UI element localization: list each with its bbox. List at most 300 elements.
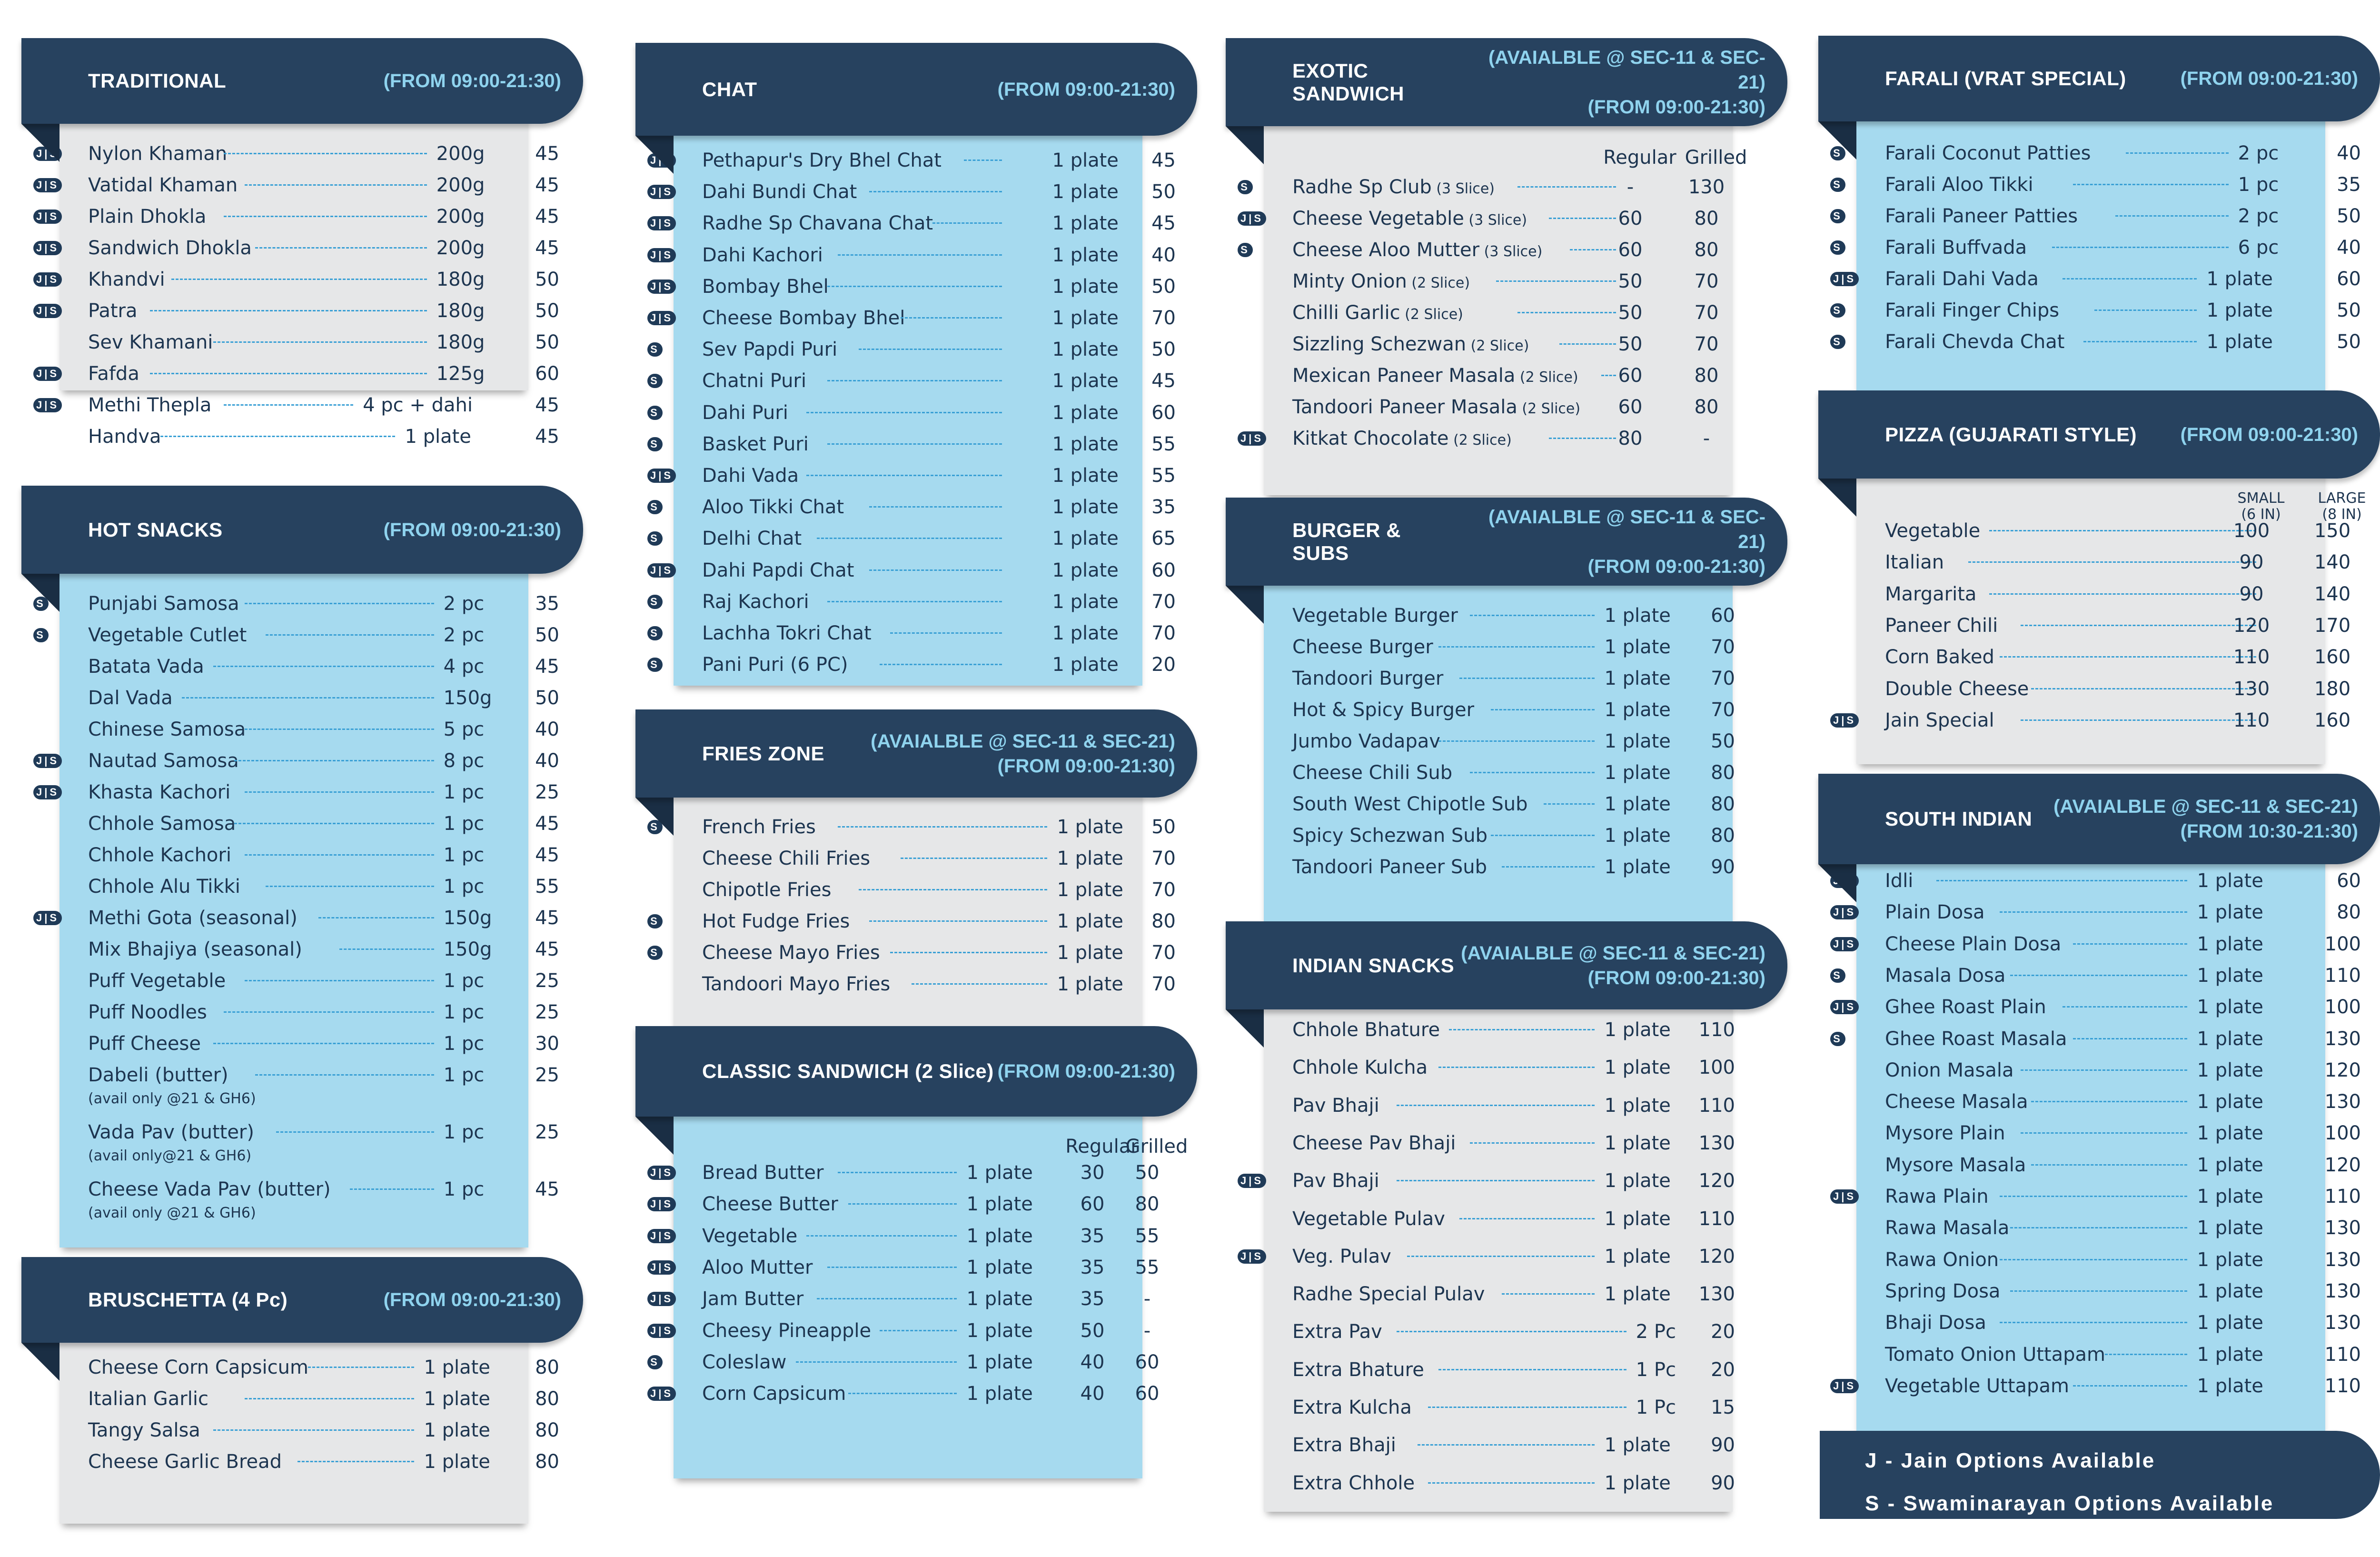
item-quantity: 1 plate bbox=[966, 1225, 1033, 1247]
item-quantity: 1 plate bbox=[1604, 1170, 1671, 1192]
dotted-leader bbox=[869, 506, 1002, 508]
item-quantity: 150g bbox=[443, 687, 492, 709]
diet-badge: J|S bbox=[647, 469, 676, 483]
item-price-alt: 130 bbox=[1688, 176, 1725, 198]
menu-item bbox=[60, 967, 559, 995]
menu-item bbox=[60, 1118, 559, 1147]
dotted-leader bbox=[308, 1367, 415, 1368]
dotted-leader bbox=[2105, 1354, 2188, 1355]
diet-badge: S bbox=[647, 406, 663, 420]
item-quantity: 125g bbox=[436, 363, 485, 385]
item-quantity: 1 plate bbox=[966, 1162, 1033, 1184]
item-quantity: 2 pc bbox=[2238, 142, 2279, 164]
menu-item bbox=[1264, 361, 1733, 390]
item-price: 25 bbox=[535, 1064, 559, 1086]
menu-item bbox=[36, 359, 559, 388]
diet-badge: S bbox=[647, 658, 663, 672]
menu-item bbox=[650, 367, 1176, 395]
item-name: Patra bbox=[88, 300, 138, 322]
diet-badge: S bbox=[647, 595, 663, 609]
item-price: 25 bbox=[535, 1001, 559, 1023]
menu-item bbox=[1833, 706, 2351, 735]
item-name: Italian bbox=[1885, 551, 1944, 574]
dotted-leader bbox=[245, 980, 434, 981]
dotted-leader bbox=[1491, 835, 1595, 836]
item-name: Dahi Puri bbox=[702, 401, 788, 424]
item-price-alt: 50 bbox=[1135, 1162, 1160, 1184]
item-name: Paneer Chili bbox=[1885, 614, 1998, 637]
dotted-leader bbox=[859, 349, 1002, 350]
section-hours bbox=[2181, 66, 2358, 91]
menu-item bbox=[1833, 867, 2361, 895]
item-price: 45 bbox=[535, 174, 559, 196]
menu-item bbox=[674, 844, 1176, 873]
diet-badge: J|S bbox=[647, 563, 676, 578]
dotted-leader bbox=[1470, 1142, 1595, 1144]
dotted-leader bbox=[245, 184, 427, 186]
item-price-alt: 70 bbox=[1694, 302, 1719, 324]
item-quantity: 2 Pc bbox=[1636, 1321, 1676, 1343]
dotted-leader bbox=[806, 1235, 957, 1237]
dotted-leader bbox=[1438, 646, 1595, 648]
menu-item bbox=[1264, 853, 1733, 881]
diet-badge: S bbox=[33, 597, 49, 611]
dotted-leader bbox=[827, 1267, 957, 1268]
item-quantity: 1 plate bbox=[1057, 816, 1123, 838]
dotted-leader bbox=[1470, 772, 1595, 773]
section-header bbox=[21, 486, 583, 574]
item-name: Tandoori Paneer Sub bbox=[1292, 856, 1487, 878]
item-name: Chhole Samosa bbox=[88, 813, 236, 835]
section-title: BURGER & SUBS bbox=[1292, 519, 1401, 564]
menu-item bbox=[1264, 727, 1733, 756]
dotted-leader bbox=[880, 664, 1002, 665]
item-name: Methi Thepla bbox=[88, 394, 212, 416]
dotted-leader bbox=[2021, 1069, 2187, 1071]
item-name: Margarita bbox=[1885, 583, 1977, 605]
dotted-leader bbox=[890, 952, 1047, 953]
section-header bbox=[635, 43, 1197, 136]
item-price-alt: 70 bbox=[1694, 333, 1719, 355]
dotted-leader bbox=[1438, 1067, 1595, 1068]
menu-item bbox=[1856, 1308, 2361, 1337]
section-title: BRUSCHETTA (4 Pc) bbox=[88, 1288, 288, 1311]
menu-item bbox=[36, 391, 559, 419]
dotted-leader bbox=[1968, 561, 2256, 563]
item-price: 40 bbox=[535, 719, 559, 740]
item-size: (2 Slice) bbox=[1466, 338, 1529, 354]
diet-badge: S bbox=[1830, 240, 1845, 255]
item-name: Corn Capsicum bbox=[702, 1383, 846, 1405]
menu-item bbox=[1264, 267, 1733, 296]
dotted-leader bbox=[2000, 656, 2256, 658]
item-name: Chinese Samosa bbox=[88, 719, 246, 740]
menu-item bbox=[60, 422, 559, 451]
menu-item bbox=[650, 650, 1176, 679]
item-price: 90 bbox=[1711, 856, 1735, 878]
section-pizza bbox=[1818, 390, 2380, 764]
item-quantity: 1 pc bbox=[443, 1033, 485, 1055]
item-price: 100 bbox=[2324, 1122, 2361, 1145]
item-quantity: 180g bbox=[436, 331, 485, 353]
item-price: - bbox=[1626, 176, 1634, 198]
dotted-leader bbox=[1989, 530, 2256, 531]
diet-badge: J|S bbox=[647, 279, 676, 294]
item-price: 55 bbox=[535, 876, 559, 898]
item-name: Punjabi Samosa bbox=[88, 593, 239, 615]
item-quantity: 200g bbox=[436, 206, 485, 228]
dotted-leader bbox=[2052, 247, 2228, 248]
section-south-indian bbox=[1818, 774, 2380, 1440]
item-name: Delhi Chat bbox=[702, 528, 802, 550]
diet-badge: S bbox=[33, 628, 49, 642]
item-price: 110 bbox=[2324, 964, 2361, 987]
item-price: 80 bbox=[535, 1451, 559, 1473]
item-price: 45 bbox=[535, 394, 559, 416]
item-name: Vada Pav (butter) bbox=[88, 1121, 254, 1143]
dotted-leader bbox=[245, 1398, 414, 1399]
item-name: Methi Gota (seasonal) bbox=[88, 907, 298, 929]
dotted-leader bbox=[339, 948, 434, 950]
section-header bbox=[1818, 774, 2380, 864]
item-price: 45 bbox=[1151, 370, 1176, 392]
item-price: 50 bbox=[1618, 302, 1643, 324]
section-hours-line: (FROM 09:00-21:30) bbox=[1587, 967, 1765, 988]
item-price: 100 bbox=[2233, 520, 2270, 542]
item-name: Jain Special bbox=[1885, 709, 1994, 731]
item-name: Vegetable bbox=[1885, 520, 1981, 542]
item-price: 130 bbox=[2324, 1312, 2361, 1334]
menu-item bbox=[36, 747, 559, 775]
diet-badge: J|S bbox=[33, 367, 62, 381]
diet-badge: J|S bbox=[33, 398, 62, 412]
dotted-leader bbox=[1459, 678, 1595, 679]
menu-item bbox=[60, 1385, 559, 1413]
item-quantity: 1 plate bbox=[1604, 636, 1671, 658]
menu-item bbox=[1856, 580, 2351, 609]
diet-badge: S bbox=[1830, 335, 1845, 349]
item-price: 35 bbox=[1080, 1288, 1105, 1310]
dotted-leader bbox=[1491, 709, 1595, 710]
diet-badge: J|S bbox=[1830, 874, 1859, 888]
item-price: 35 bbox=[2337, 174, 2361, 196]
item-name: Rawa Plain bbox=[1885, 1186, 1989, 1208]
dotted-leader bbox=[2063, 278, 2197, 279]
item-quantity: 1 plate bbox=[1057, 942, 1123, 964]
dotted-leader bbox=[245, 603, 434, 604]
item-price: 20 bbox=[1711, 1321, 1735, 1343]
item-price: 50 bbox=[1151, 339, 1176, 361]
item-name: Vatidal Khaman bbox=[88, 174, 238, 196]
item-price-alt: 160 bbox=[2314, 709, 2351, 731]
dotted-leader bbox=[964, 160, 1002, 161]
item-price: 55 bbox=[1151, 433, 1176, 455]
dotted-leader bbox=[869, 569, 1002, 571]
item-price: 110 bbox=[2233, 646, 2270, 669]
item-price: 100 bbox=[1698, 1057, 1735, 1079]
dotted-leader bbox=[827, 380, 1002, 381]
item-name: Basket Puri bbox=[702, 433, 809, 455]
item-name: Extra Bhature bbox=[1292, 1358, 1424, 1381]
item-quantity: 1 plate bbox=[1052, 339, 1119, 361]
item-price: 35 bbox=[1151, 496, 1176, 519]
item-price: 40 bbox=[1080, 1383, 1105, 1405]
column-header-first: SMALL (6 IN) bbox=[2237, 490, 2285, 523]
dotted-leader bbox=[234, 760, 434, 761]
item-price: 100 bbox=[2324, 996, 2361, 1018]
item-price: 45 bbox=[535, 206, 559, 228]
diet-badge: J|S bbox=[647, 1324, 676, 1338]
item-price: 110 bbox=[2324, 1186, 2361, 1208]
item-price: 110 bbox=[2324, 1343, 2361, 1366]
section-traditional bbox=[21, 38, 583, 448]
dotted-leader bbox=[234, 823, 434, 824]
item-name: Farali Chevda Chat bbox=[1885, 331, 2065, 353]
section-header bbox=[1226, 921, 1787, 1009]
menu-item bbox=[60, 935, 559, 964]
item-name: Extra Bhaji bbox=[1292, 1434, 1396, 1457]
dotted-leader bbox=[1936, 880, 2187, 881]
item-price: 50 bbox=[535, 269, 559, 290]
dotted-leader bbox=[1502, 866, 1595, 868]
item-name: Dal Vada bbox=[88, 687, 173, 709]
item-quantity: 1 plate bbox=[1604, 825, 1671, 847]
menu-item bbox=[1856, 1214, 2361, 1242]
item-name: Tandoori Paneer Masala (2 Slice) bbox=[1292, 396, 1581, 418]
item-quantity: 200g bbox=[436, 237, 485, 259]
item-name: Extra Chhole bbox=[1292, 1472, 1415, 1494]
item-price: 45 bbox=[1151, 150, 1176, 171]
item-price: 130 bbox=[1698, 1132, 1735, 1154]
dotted-leader bbox=[880, 1330, 957, 1331]
item-price-alt: 80 bbox=[1694, 365, 1719, 387]
item-name: Cheese Plain Dosa bbox=[1885, 933, 2062, 955]
section-hours bbox=[384, 1288, 561, 1312]
menu-item bbox=[1240, 204, 1733, 233]
item-size: (2 Slice) bbox=[1407, 275, 1470, 291]
dotted-leader bbox=[1418, 1444, 1595, 1446]
header-fold bbox=[635, 798, 674, 836]
item-quantity: 1 plate bbox=[1604, 730, 1671, 752]
item-quantity: 1 plate bbox=[405, 426, 471, 448]
item-price: 45 bbox=[535, 813, 559, 835]
menu-item bbox=[650, 619, 1176, 648]
item-price: 50 bbox=[1618, 270, 1643, 292]
column-header-second: LARGE (8 IN) bbox=[2318, 490, 2366, 523]
dotted-leader bbox=[890, 632, 1002, 634]
section-hours-line: (FROM 09:00-21:30) bbox=[383, 1289, 561, 1310]
item-price: 60 bbox=[1151, 401, 1176, 424]
item-price: 70 bbox=[1151, 622, 1176, 644]
item-quantity: 1 plate bbox=[1604, 1283, 1671, 1306]
item-quantity: 1 plate bbox=[2197, 1154, 2263, 1176]
item-price: 120 bbox=[2324, 1059, 2361, 1081]
item-quantity: 1 plate bbox=[1052, 590, 1119, 613]
diet-badge: J|S bbox=[1238, 431, 1266, 446]
diet-badge: J|S bbox=[33, 304, 62, 318]
menu-item bbox=[60, 1416, 559, 1445]
section-header bbox=[21, 38, 583, 124]
item-price: 35 bbox=[1080, 1225, 1105, 1247]
item-price: 45 bbox=[535, 907, 559, 929]
dotted-leader bbox=[2115, 215, 2229, 217]
item-name: Veg. Pulav bbox=[1292, 1245, 1391, 1268]
menu-item bbox=[674, 876, 1176, 904]
menu-item bbox=[1833, 930, 2361, 958]
item-name: Cheese Vegetable (3 Slice) bbox=[1292, 208, 1527, 230]
legend-swaminarayan: S - Swaminarayan Options Available bbox=[1865, 1492, 2274, 1515]
dotted-leader bbox=[245, 854, 434, 856]
section-hours bbox=[871, 729, 1175, 778]
item-quantity: 1 plate bbox=[966, 1383, 1033, 1405]
item-quantity: 1 plate bbox=[424, 1419, 490, 1441]
item-quantity: 1 plate bbox=[2197, 1343, 2263, 1366]
dotted-leader bbox=[932, 222, 1002, 224]
item-quantity: 1 plate bbox=[966, 1351, 1033, 1373]
item-name: Farali Coconut Patties bbox=[1885, 142, 2091, 164]
item-price: 130 bbox=[2324, 1280, 2361, 1302]
item-name: Cheese Chili Fries bbox=[702, 848, 871, 869]
item-name: Pav Bhaji bbox=[1292, 1094, 1379, 1117]
menu-item bbox=[36, 234, 559, 262]
item-name: Aloo Mutter bbox=[702, 1256, 813, 1278]
item-quantity: 1 plate bbox=[2197, 1091, 2263, 1113]
diet-badge: S bbox=[647, 946, 663, 960]
diet-badge: J|S bbox=[1830, 272, 1859, 286]
dotted-leader bbox=[2021, 1132, 2187, 1134]
item-quantity: 1 plate bbox=[1604, 668, 1671, 689]
item-name: Chilli Garlic (2 Slice) bbox=[1292, 302, 1463, 324]
item-price: 45 bbox=[535, 1178, 559, 1200]
item-price: 30 bbox=[1080, 1162, 1105, 1184]
diet-badge: J|S bbox=[647, 248, 676, 262]
dotted-leader bbox=[276, 1131, 434, 1133]
item-price: 20 bbox=[1151, 654, 1176, 676]
dotted-leader bbox=[848, 1393, 957, 1394]
item-name: Hot Fudge Fries bbox=[702, 910, 850, 932]
item-quantity: 1 plate bbox=[1052, 244, 1119, 266]
item-price: 25 bbox=[535, 781, 559, 803]
dotted-leader bbox=[2073, 184, 2228, 185]
menu-item bbox=[650, 524, 1176, 553]
item-price: 130 bbox=[2324, 1217, 2361, 1239]
item-quantity: 1 plate bbox=[2197, 933, 2263, 955]
menu-item bbox=[1833, 170, 2361, 199]
item-name: Cheese Aloo Mutter (3 Slice) bbox=[1292, 239, 1543, 261]
dotted-leader bbox=[2021, 719, 2256, 721]
dotted-leader bbox=[1544, 803, 1595, 805]
section-title: TRADITIONAL bbox=[88, 70, 227, 92]
menu-item bbox=[1264, 696, 1733, 724]
item-note: (avail only @21 & GH6) bbox=[88, 1090, 256, 1107]
dotted-leader bbox=[838, 826, 1047, 828]
item-quantity: 1 plate bbox=[1057, 848, 1123, 869]
menu-item bbox=[1833, 139, 2361, 168]
diet-badge: J|S bbox=[647, 1387, 676, 1401]
menu-item bbox=[1240, 173, 1733, 201]
item-quantity: 1 plate bbox=[1604, 793, 1671, 815]
column-header-second: Grilled bbox=[1125, 1136, 1188, 1158]
item-name: Raj Kachori bbox=[702, 590, 809, 613]
menu-item bbox=[1833, 328, 2361, 356]
dotted-leader bbox=[245, 791, 434, 793]
item-name: Farali Aloo Tikki bbox=[1885, 174, 2033, 196]
diet-badge: S bbox=[647, 626, 663, 640]
item-name: Chatni Puri bbox=[702, 370, 806, 392]
menu-item bbox=[650, 1317, 1151, 1345]
dotted-leader bbox=[2031, 1101, 2187, 1102]
section-hours bbox=[2181, 422, 2358, 447]
item-name: Coleslaw bbox=[702, 1351, 787, 1373]
menu-item bbox=[1833, 993, 2361, 1021]
item-quantity: 1 pc bbox=[443, 970, 485, 992]
item-price: 50 bbox=[1080, 1319, 1105, 1342]
item-name: Jumbo Vadapav bbox=[1292, 730, 1440, 752]
item-quantity: 1 plate bbox=[1052, 465, 1119, 487]
section-title: SOUTH INDIAN bbox=[1885, 808, 2033, 830]
menu-item bbox=[650, 1285, 1151, 1313]
diet-badge: J|S bbox=[647, 1260, 676, 1275]
item-quantity: 1 plate bbox=[2197, 1186, 2263, 1208]
item-price-alt: 180 bbox=[2314, 678, 2351, 700]
header-fold bbox=[1818, 864, 1856, 902]
dotted-leader bbox=[817, 1298, 957, 1299]
item-name: Nylon Khaman bbox=[88, 143, 228, 165]
diet-badge: S bbox=[647, 1355, 663, 1369]
item-price-alt: - bbox=[1143, 1319, 1151, 1342]
item-price: 90 bbox=[1711, 1434, 1735, 1457]
item-quantity: 200g bbox=[436, 174, 485, 196]
dotted-leader bbox=[1496, 280, 1616, 282]
dotted-leader bbox=[1449, 1029, 1595, 1030]
dotted-leader bbox=[1502, 1293, 1595, 1295]
menu-item bbox=[36, 171, 559, 200]
item-quantity: 1 pc bbox=[443, 1121, 485, 1143]
item-quantity: 1 plate bbox=[1604, 1434, 1671, 1457]
item-quantity: 4 pc bbox=[443, 656, 485, 678]
item-price: 60 bbox=[1618, 396, 1643, 418]
menu-item bbox=[1833, 233, 2361, 262]
item-price: 55 bbox=[1151, 465, 1176, 487]
item-name: Tandoori Mayo Fries bbox=[702, 973, 891, 995]
dotted-leader bbox=[298, 1461, 415, 1462]
menu-item bbox=[650, 1348, 1160, 1377]
dotted-leader bbox=[912, 983, 1048, 985]
item-quantity: 1 pc bbox=[2238, 174, 2279, 196]
menu-item bbox=[60, 998, 559, 1027]
item-quantity: 1 plate bbox=[1052, 401, 1119, 424]
menu-item bbox=[650, 1190, 1160, 1218]
item-name: South West Chipotle Sub bbox=[1292, 793, 1528, 815]
dotted-leader bbox=[859, 889, 1047, 890]
dotted-leader bbox=[1397, 1331, 1626, 1332]
menu-item bbox=[36, 589, 559, 618]
item-name: Sev Khamani bbox=[88, 331, 213, 353]
item-price-alt: 80 bbox=[1694, 396, 1719, 418]
item-price: 60 bbox=[1618, 208, 1643, 230]
section-header bbox=[1226, 498, 1787, 586]
dotted-leader bbox=[1459, 1218, 1595, 1219]
diet-badge: J|S bbox=[33, 210, 62, 224]
section-title: FRIES ZONE bbox=[702, 742, 825, 765]
item-name: Cheese Burger bbox=[1292, 636, 1433, 658]
item-quantity: 1 plate bbox=[1052, 559, 1119, 581]
item-name: Fafda bbox=[88, 363, 139, 385]
item-price-alt: 55 bbox=[1135, 1256, 1160, 1278]
dotted-leader bbox=[224, 216, 427, 217]
section-hours bbox=[384, 69, 561, 93]
item-price: 80 bbox=[535, 1388, 559, 1410]
